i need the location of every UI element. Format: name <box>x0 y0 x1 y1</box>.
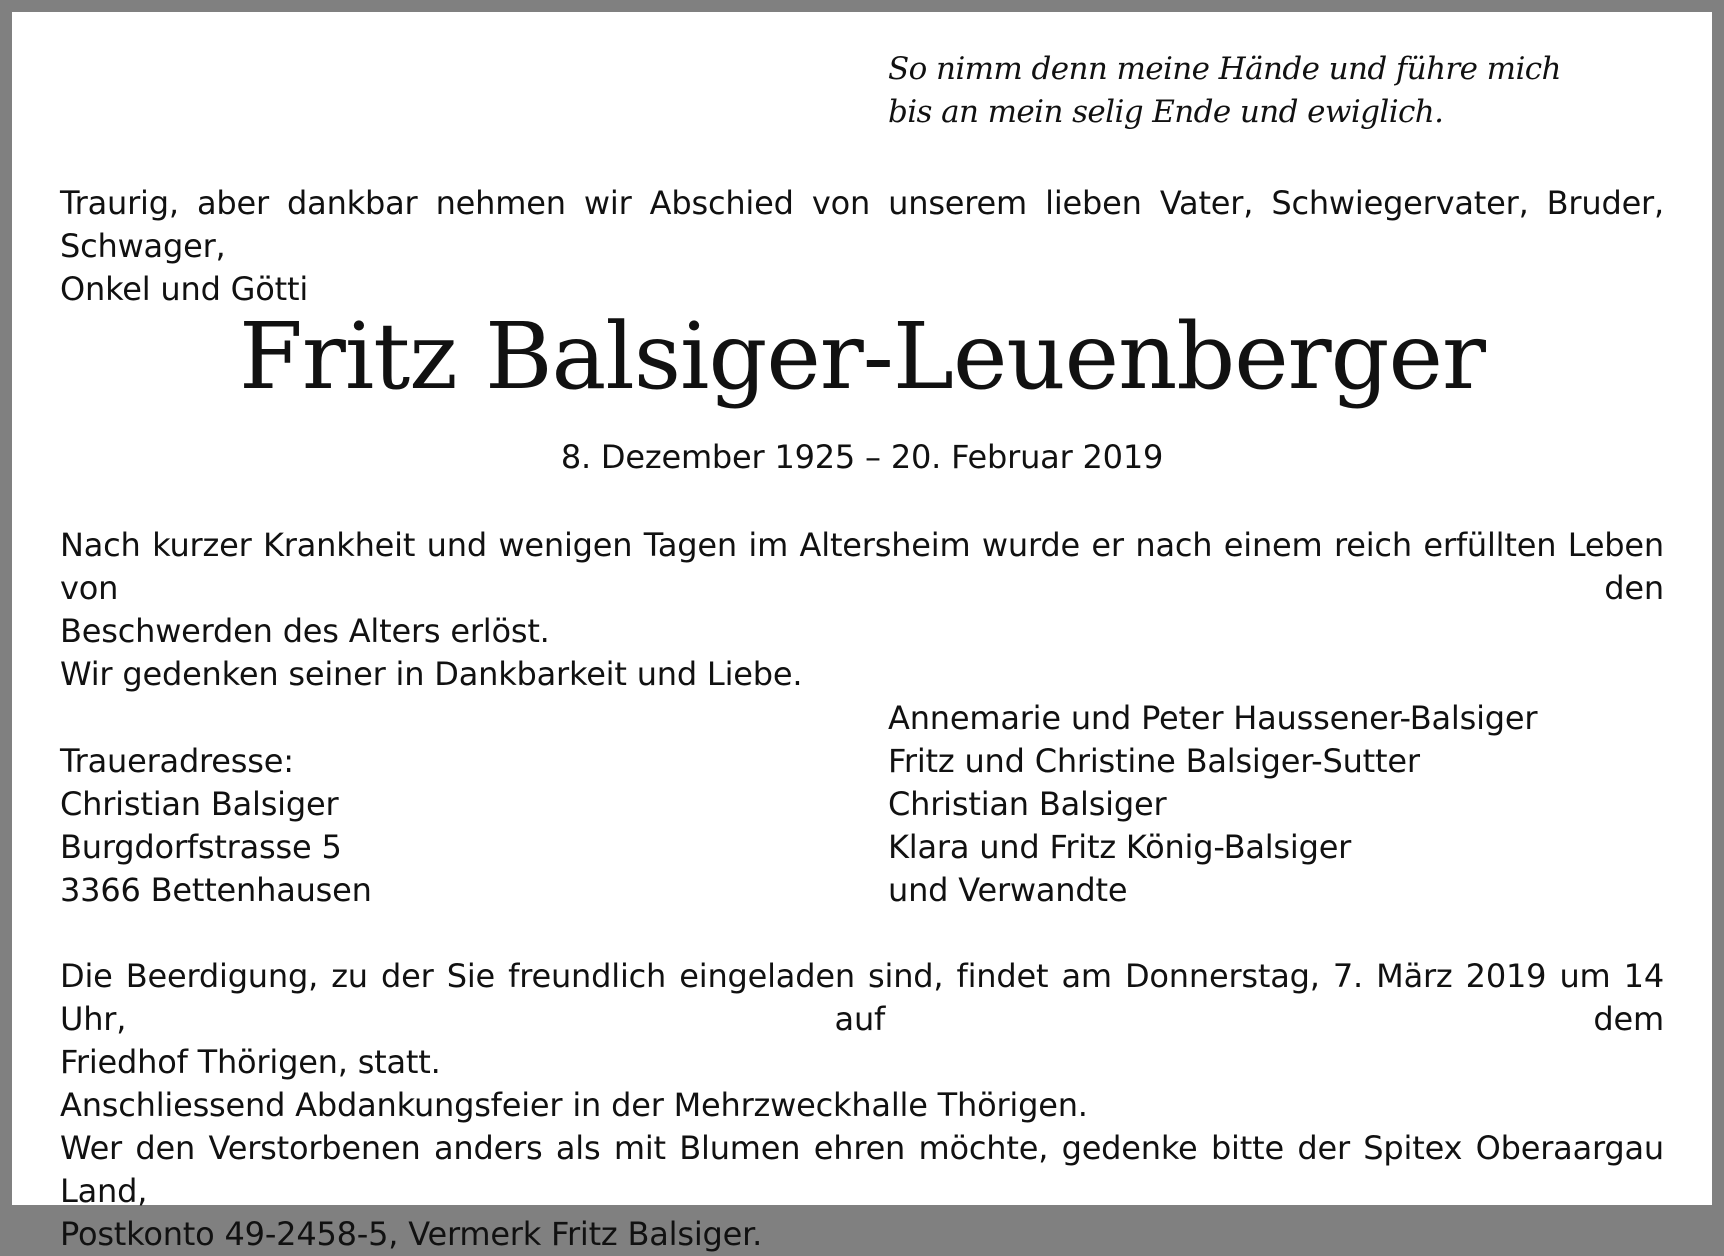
funeral-line: Die Beerdigung, zu der Sie freundlich eingeladen sind, findet am Donnerstag, 7. März 2019 um 14 Uhr, auf dem <box>60 957 1664 1038</box>
deceased-name: Fritz Balsiger-Leuenberger <box>239 303 1485 410</box>
life-dates: 8. Dezember 1925 – 20. Februar 2019 <box>560 438 1164 476</box>
verse-quote <box>888 48 1561 134</box>
address-label: Traueradresse: <box>60 742 294 780</box>
funeral-paragraph <box>60 955 1664 1256</box>
intro-paragraph <box>60 182 1664 311</box>
address-street: Burgdorfstrasse 5 <box>60 828 342 866</box>
funeral-line: Postkonto 49-2458-5, Vermerk Fritz Balsiger. <box>60 1215 763 1253</box>
mourners-list <box>888 697 1537 912</box>
message-paragraph <box>60 524 1664 696</box>
message-line: Wir gedenken seiner in Dankbarkeit und Liebe. <box>60 655 803 693</box>
intro-line: Traurig, aber dankbar nehmen wir Abschied von unserem lieben Vater, Schwiegervater, Bruder, Schwager, <box>60 184 1664 265</box>
obituary-notice <box>12 12 1712 1253</box>
mourner-entry: Christian Balsiger <box>888 785 1167 823</box>
address-city: 3366 Bettenhausen <box>60 871 372 909</box>
funeral-line: Wer den Verstorbenen anders als mit Blumen ehren möchte, gedenke bitte der Spitex Oberaargau Land, <box>60 1129 1664 1210</box>
mourning-address <box>60 740 372 912</box>
funeral-line: Anschliessend Abdankungsfeier in der Mehrzweckhalle Thörigen. <box>60 1086 1088 1124</box>
verse-line: bis an mein selig Ende und ewiglich. <box>888 94 1444 130</box>
funeral-line: Friedhof Thörigen, statt. <box>60 1043 441 1081</box>
message-line: Nach kurzer Krankheit und wenigen Tagen im Altersheim wurde er nach einem reich erfüllten Leben von den <box>60 526 1664 607</box>
mourner-entry: und Verwandte <box>888 871 1128 909</box>
intro-line: Onkel und Götti <box>60 270 309 308</box>
mourner-entry: Klara und Fritz König-Balsiger <box>888 828 1352 866</box>
verse-line: So nimm denn meine Hände und führe mich <box>888 51 1561 87</box>
mourner-entry: Fritz und Christine Balsiger-Sutter <box>888 742 1420 780</box>
mourner-entry: Annemarie und Peter Haussener-Balsiger <box>888 699 1538 737</box>
address-name: Christian Balsiger <box>60 785 339 823</box>
message-line: Beschwerden des Alters erlöst. <box>60 612 550 650</box>
